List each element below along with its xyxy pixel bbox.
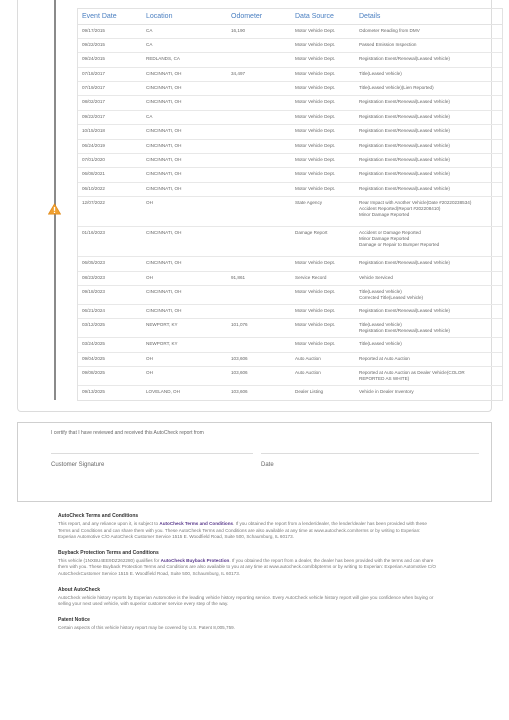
cell-data-source: Motor Vehicle Dept. xyxy=(291,125,355,139)
cell-odometer xyxy=(227,110,291,124)
patent-notice-text: Certain aspects of this vehicle history report may be covered by U.S. Patent 8,005,759. xyxy=(58,624,235,630)
details-line: Rear Impact with Another Vehicle(Date #20220238534) xyxy=(359,200,472,206)
cell-details xyxy=(355,24,502,38)
cell-odometer: 103,606 xyxy=(227,352,291,366)
table-header-row xyxy=(78,9,502,24)
cell-data-source: Motor Vehicle Dept. xyxy=(291,285,355,304)
details-line: Vehicle Serviced xyxy=(359,274,393,280)
col-header-odometer: Odometer xyxy=(227,9,291,24)
cell-location: CINCINNATI, OH xyxy=(142,257,227,271)
cell-data-source: Auto Auction xyxy=(291,367,355,386)
details-line: Registration Event/Renewal(Leased Vehicle) xyxy=(359,113,450,119)
cell-details xyxy=(355,53,502,67)
table-row xyxy=(78,352,502,366)
cell-event-date: 06/24/2019 xyxy=(78,139,142,153)
cell-event-date: 10/15/2018 xyxy=(78,125,142,139)
details-line: REPORTED AS WHITE) xyxy=(359,376,410,382)
cell-details xyxy=(355,367,502,386)
table-row xyxy=(78,285,502,304)
cell-event-date: 08/23/2023 xyxy=(78,271,142,285)
details-line: Damage or Repair to Bumper Reported xyxy=(359,242,440,248)
cell-odometer xyxy=(227,82,291,96)
about-autocheck-text: AutoCheck vehicle history reports by Experian Automotive is the leading vehicle history reporting service. Every AutoCheck vehicle history report will give you confidence when buying or selling your next used vehicle, with superior customer service every step of the way. xyxy=(58,594,434,607)
cell-details xyxy=(355,110,502,124)
cell-event-date: 03/24/2025 xyxy=(78,338,142,352)
cell-data-source: Motor Vehicle Dept. xyxy=(291,304,355,318)
cell-odometer: 101,076 xyxy=(227,319,291,338)
cell-details xyxy=(355,319,502,338)
cell-data-source: Motor Vehicle Dept. xyxy=(291,24,355,38)
signature-label: Customer Signature xyxy=(51,462,105,468)
cell-details xyxy=(355,257,502,271)
table-row xyxy=(78,96,502,110)
cell-data-source: Motor Vehicle Dept. xyxy=(291,67,355,81)
cell-data-source: Motor Vehicle Dept. xyxy=(291,110,355,124)
cell-event-date: 06/21/2024 xyxy=(78,304,142,318)
cell-data-source: Damage Report xyxy=(291,227,355,257)
details-line: Registration Event/Renewal(Leased Vehicle) xyxy=(359,171,450,177)
details-line: Registration Event/Renewal(Leased Vehicle) xyxy=(359,142,450,148)
date-label: Date xyxy=(261,462,274,468)
table-row xyxy=(78,257,502,271)
cell-location: CINCINNATI, OH xyxy=(142,139,227,153)
cell-location: CINCINNATI, OH xyxy=(142,285,227,304)
cell-odometer xyxy=(227,257,291,271)
cell-location: CINCINNATI, OH xyxy=(142,168,227,182)
cell-event-date: 09/22/2015 xyxy=(78,38,142,52)
cell-location: REDLANDS, CA xyxy=(142,53,227,67)
cell-details xyxy=(355,285,502,304)
cell-odometer xyxy=(227,139,291,153)
cell-location: OH xyxy=(142,197,227,227)
details-line: Corrected Title(Leased Vehicle) xyxy=(359,294,424,300)
signature-line xyxy=(51,453,253,454)
cell-details xyxy=(355,125,502,139)
details-line: Registration Event/Renewal(Leased Vehicle) xyxy=(359,99,450,105)
cell-odometer xyxy=(227,182,291,196)
cell-event-date: 09/08/2025 xyxy=(78,367,142,386)
cell-details xyxy=(355,182,502,196)
cell-data-source: Motor Vehicle Dept. xyxy=(291,154,355,168)
about-autocheck-heading: About AutoCheck xyxy=(58,586,101,593)
details-line: Title(Leased Vehicle)(Lien Reported) xyxy=(359,85,434,91)
cell-details xyxy=(355,154,502,168)
details-line: Minor Damage Reported xyxy=(359,212,410,218)
cell-location: CA xyxy=(142,110,227,124)
cell-details xyxy=(355,139,502,153)
cell-event-date: 06/05/2023 xyxy=(78,257,142,271)
col-header-event-date: Event Date xyxy=(78,9,142,24)
details-line: Accident or Damage Reported xyxy=(359,230,421,236)
cell-details xyxy=(355,271,502,285)
cell-odometer xyxy=(227,197,291,227)
cell-odometer xyxy=(227,338,291,352)
cell-odometer xyxy=(227,125,291,139)
cell-event-date: 12/07/2022 xyxy=(78,197,142,227)
cell-data-source: Motor Vehicle Dept. xyxy=(291,338,355,352)
details-line: Registration Event/Renewal(Leased Vehicle) xyxy=(359,128,450,134)
cell-location: CINCINNATI, OH xyxy=(142,154,227,168)
cell-event-date: 07/01/2020 xyxy=(78,154,142,168)
cell-data-source: Motor Vehicle Dept. xyxy=(291,168,355,182)
cell-odometer: 16,190 xyxy=(227,24,291,38)
autocheck-terms-text xyxy=(58,521,438,541)
cell-odometer xyxy=(227,304,291,318)
cell-odometer xyxy=(227,38,291,52)
warning-icon xyxy=(48,203,61,215)
table-row xyxy=(78,304,502,318)
cell-location: OH xyxy=(142,271,227,285)
cell-location: CINCINNATI, OH xyxy=(142,125,227,139)
col-header-details: Details xyxy=(355,9,502,24)
cell-data-source: Auto Auction xyxy=(291,352,355,366)
cell-location: NEWPORT, KY xyxy=(142,319,227,338)
cell-details xyxy=(355,96,502,110)
cell-odometer xyxy=(227,227,291,257)
cell-location: CINCINNATI, OH xyxy=(142,96,227,110)
details-line: Registration Event/Renewal(Leased Vehicle) xyxy=(359,157,450,163)
cell-location: CINCINNATI, OH xyxy=(142,227,227,257)
date-line xyxy=(261,453,479,454)
cell-odometer: 103,606 xyxy=(227,367,291,386)
cell-details xyxy=(355,197,502,227)
details-line: Registration Event/Renewal(Leased Vehicle) xyxy=(359,307,450,313)
details-line: Registration Event/Renewal(Leased Vehicle) xyxy=(359,185,450,191)
vehicle-history-panel xyxy=(17,0,492,412)
history-table-body xyxy=(78,24,502,400)
cell-data-source: Motor Vehicle Dept. xyxy=(291,96,355,110)
timeline-line xyxy=(54,0,56,400)
cell-details xyxy=(355,67,502,81)
cell-data-source: Motor Vehicle Dept. xyxy=(291,182,355,196)
cell-location: CINCINNATI, OH xyxy=(142,67,227,81)
details-line: Passed Emission Inspection xyxy=(359,41,417,47)
cell-event-date: 07/18/2017 xyxy=(78,67,142,81)
table-row xyxy=(78,139,502,153)
cell-details xyxy=(355,352,502,366)
cell-event-date: 09/22/2017 xyxy=(78,110,142,124)
table-row xyxy=(78,53,502,67)
patent-notice-heading: Patent Notice xyxy=(58,616,90,623)
cell-location: LOVELAND, OH xyxy=(142,386,227,400)
table-row xyxy=(78,168,502,182)
details-line: Vehicle in Dealer Inventory xyxy=(359,389,414,395)
table-row xyxy=(78,367,502,386)
cell-odometer xyxy=(227,285,291,304)
buyback-terms-heading: Buyback Protection Terms and Conditions xyxy=(58,549,159,556)
autocheck-terms-text-end: . If you obtained the report from a lender/dealer, the lender/dealer has been provided with these Terms and Conditions and can share them with you. These AutoCheck Terms and Conditions are also available at any time at www.autocheck.com/terms or by writing to Experian: Experian Automotive C/O AutoCheck Customer Service 1515 E. Woodfield Road, Suite 500, Schaumburg, IL 60173. xyxy=(58,521,427,540)
cell-event-date: 09/13/2025 xyxy=(78,386,142,400)
cell-event-date: 03/12/2025 xyxy=(78,319,142,338)
cell-location: OH xyxy=(142,367,227,386)
cell-event-date: 09/17/2015 xyxy=(78,24,142,38)
buyback-terms-text-end: . If you obtained the report from a dealer, the dealer has been provided with the terms and can share them with you. These Buyback Protection Terms and Conditions are also available to you at any time at www.autocheck.com/bbpterms or by writing to Experian: Experian Automotive C/O AutoCheckCustomer Service 1515 E. Woodfield Road, Suite 500, Schaumburg, IL 60173. xyxy=(58,557,436,576)
cell-details xyxy=(355,82,502,96)
cell-data-source: Service Record xyxy=(291,271,355,285)
cell-details xyxy=(355,338,502,352)
cell-location: NEWPORT, KY xyxy=(142,338,227,352)
cell-data-source: Motor Vehicle Dept. xyxy=(291,257,355,271)
certification-box xyxy=(17,422,492,502)
cell-details xyxy=(355,168,502,182)
details-line: Title(Leased Vehicle) xyxy=(359,322,402,328)
cell-location: CA xyxy=(142,24,227,38)
details-line: Accident Reported(Report #202208410) xyxy=(359,206,441,212)
details-line: Title(Leased Vehicle) xyxy=(359,70,402,76)
cell-event-date: 09/04/2025 xyxy=(78,352,142,366)
details-line: Reported at Auto Auction as Dealer Vehicle(COLOR xyxy=(359,370,465,376)
cell-data-source: Motor Vehicle Dept. xyxy=(291,38,355,52)
details-line: Title(Leased Vehicle) xyxy=(359,288,402,294)
terms-section xyxy=(58,513,438,640)
details-line: Reported at Auto Auction xyxy=(359,355,410,361)
cell-location: OH xyxy=(142,352,227,366)
cell-event-date: 08/02/2017 xyxy=(78,96,142,110)
cell-data-source: Motor Vehicle Dept. xyxy=(291,53,355,67)
autocheck-terms-heading: AutoCheck Terms and Conditions xyxy=(58,513,139,519)
certification-statement: I certify that I have reviewed and received this AutoCheck report from xyxy=(51,430,204,436)
cell-data-source: State Agency xyxy=(291,197,355,227)
cell-details xyxy=(355,304,502,318)
cell-event-date: 07/19/2017 xyxy=(78,82,142,96)
cell-data-source: Motor Vehicle Dept. xyxy=(291,319,355,338)
cell-odometer xyxy=(227,154,291,168)
history-table xyxy=(77,8,503,401)
buyback-terms-text-start: This vehicle (1NXBU4EE9DZ262280) qualifies for xyxy=(58,557,161,563)
table-row xyxy=(78,197,502,227)
table-row xyxy=(78,67,502,81)
cell-location: CINCINNATI, OH xyxy=(142,304,227,318)
table-row xyxy=(78,154,502,168)
cell-odometer: 91,861 xyxy=(227,271,291,285)
cell-event-date: 09/24/2015 xyxy=(78,53,142,67)
cell-details xyxy=(355,227,502,257)
table-row xyxy=(78,182,502,196)
details-line: Registration Event/Renewal(Leased Vehicle) xyxy=(359,260,450,266)
cell-location: CINCINNATI, OH xyxy=(142,82,227,96)
table-row xyxy=(78,38,502,52)
cell-details xyxy=(355,38,502,52)
col-header-data-source: Data Source xyxy=(291,9,355,24)
cell-odometer: 34,497 xyxy=(227,67,291,81)
details-line: Odometer Reading from DMV xyxy=(359,27,420,33)
cell-location: CINCINNATI, OH xyxy=(142,182,227,196)
cell-odometer xyxy=(227,168,291,182)
col-header-location: Location xyxy=(142,9,227,24)
details-line: Title(Leased Vehicle) xyxy=(359,341,402,347)
table-row xyxy=(78,125,502,139)
table-row xyxy=(78,319,502,338)
cell-event-date: 06/08/2021 xyxy=(78,168,142,182)
cell-event-date: 09/18/2023 xyxy=(78,285,142,304)
cell-data-source: Dealer Listing xyxy=(291,386,355,400)
autocheck-terms-link[interactable]: AutoCheck Terms and Conditions xyxy=(159,521,234,526)
cell-odometer xyxy=(227,53,291,67)
table-row xyxy=(78,386,502,400)
cell-data-source: Motor Vehicle Dept. xyxy=(291,139,355,153)
details-line: Registration Event/Renewal(Leased Vehicle) xyxy=(359,56,450,62)
cell-location: CA xyxy=(142,38,227,52)
cell-event-date: 06/10/2022 xyxy=(78,182,142,196)
details-line: Minor Damage Reported xyxy=(359,236,410,242)
table-row xyxy=(78,24,502,38)
buyback-terms-text xyxy=(58,558,438,578)
table-row xyxy=(78,338,502,352)
cell-odometer xyxy=(227,96,291,110)
buyback-protection-link[interactable]: AutoCheck Buyback Protection xyxy=(160,557,230,563)
table-row xyxy=(78,82,502,96)
table-row xyxy=(78,271,502,285)
cell-event-date: 01/16/2023 xyxy=(78,227,142,257)
autocheck-terms-text-start: This report, and any reliance upon it, is subject to xyxy=(58,521,160,526)
table-row xyxy=(78,227,502,257)
cell-details xyxy=(355,386,502,400)
table-row xyxy=(78,110,502,124)
details-line: Registration Event/Renewal(Leased Vehicle) xyxy=(359,328,450,334)
cell-odometer: 103,606 xyxy=(227,386,291,400)
cell-data-source: Motor Vehicle Dept. xyxy=(291,82,355,96)
